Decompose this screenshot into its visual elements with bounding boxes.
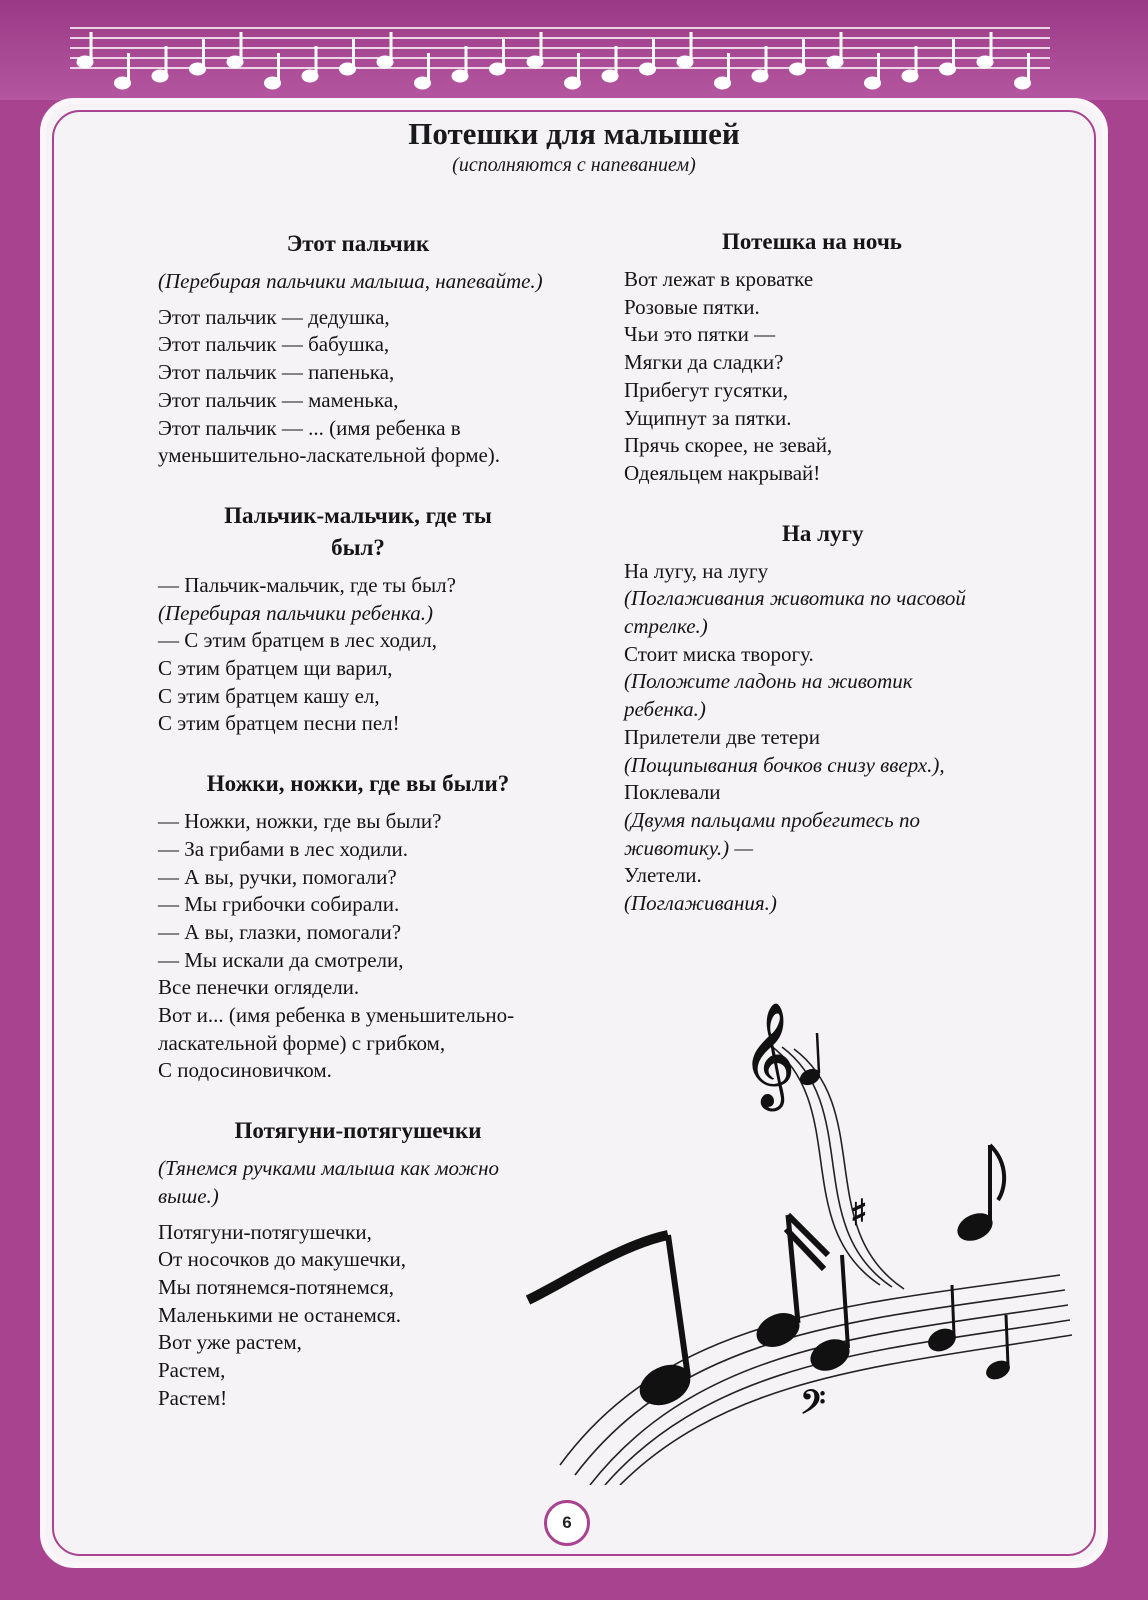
poem-line: Мы потянемся-потянемся, — [158, 1274, 394, 1299]
poem-title: Потягуни-потягушечки — [234, 1118, 482, 1144]
poem-line: Одеяльцем накрывай! — [624, 460, 821, 485]
poem-line: Вот и... (имя ребенка в уменьшительно-ласкательной форме) с грибком, — [158, 1003, 515, 1055]
poem-line: С подосиновичком. — [158, 1058, 332, 1083]
poem-line: — Ножки, ножки, где вы были? — [158, 809, 442, 834]
poem-line: С этим братцем щи варил, — [158, 656, 393, 681]
poem-line: С этим братцем кашу ел, — [158, 683, 380, 708]
poem-line: Растем, — [158, 1358, 226, 1383]
poem-line: — За грибами в лес ходили. — [158, 836, 409, 861]
page-title: Потешки для малышей — [408, 116, 740, 151]
sharp-icon: ♯ — [850, 1193, 868, 1234]
poem-note: (Тянемся ручками малыша как можно выше.) — [158, 1156, 499, 1208]
poem-na-noch — [624, 226, 1054, 488]
poem-line: — Пальчик-мальчик, где ты был? — [158, 572, 456, 597]
poem-line: Потягуни-потягушечки, — [158, 1219, 372, 1244]
poem-line: Мягки да сладки? — [624, 350, 784, 375]
poem-line: — А вы, ручки, помогали? — [158, 864, 397, 889]
poem-line: Розовые пятки. — [624, 294, 760, 319]
music-staff-decoration — [0, 0, 1148, 100]
page-number: 6 — [544, 1500, 590, 1546]
poem-line: Этот пальчик — ... (имя ребенка в уменьшительно-ласкательной форме). — [158, 415, 501, 468]
left-column — [158, 228, 558, 1443]
poem-title: Этот пальчик — [286, 231, 430, 256]
poem-line: — Мы искали да смотрели, — [158, 947, 404, 972]
poem-line: С этим братцем песни пел! — [158, 711, 400, 736]
page-subtitle: (исполняются с напеванием) — [452, 154, 696, 176]
title-block — [0, 116, 1148, 177]
poem-lines — [158, 304, 558, 470]
poem-title: Пальчик-мальчик, где ты был? — [224, 502, 492, 560]
poem-line: Поклевали — [624, 780, 721, 805]
right-column — [624, 226, 1054, 948]
poem-potyaguni — [158, 1115, 558, 1412]
poem-line: Прилетели две тетери — [624, 724, 820, 749]
poem-line: Этот пальчик — маменька, — [158, 387, 399, 412]
poem-lines — [624, 266, 1054, 488]
poem-line: Вот уже растем, — [158, 1330, 302, 1355]
poem-lines — [624, 558, 1054, 918]
poem-title: На лугу — [782, 520, 864, 546]
poem-palchik-malchik — [158, 500, 558, 738]
poem-line: (Двумя пальцами пробегитесь по животику.) — — [624, 807, 920, 860]
poem-line: На лугу, на лугу — [624, 558, 769, 583]
poem-line: Растем! — [158, 1385, 228, 1410]
poem-line: — А вы, глазки, помогали? — [158, 919, 402, 944]
bass-clef-icon: 𝄢 — [800, 1384, 826, 1430]
poem-na-lugu — [624, 518, 1054, 918]
poem-line: — С этим братцем в лес ходил, — [158, 628, 438, 653]
poem-line: Чьи это пятки — — [624, 322, 776, 347]
poem-title: Потешка на ночь — [722, 229, 902, 254]
treble-clef-icon: 𝄞 — [742, 1002, 796, 1107]
poem-line: (Перебирая пальчики ребенка.) — [158, 600, 433, 625]
poem-lines — [158, 808, 558, 1085]
poem-line: Стоит миска творогу. — [624, 641, 814, 666]
poem-line: (Положите ладонь на животик ребенка.) — [624, 669, 913, 722]
poem-nozhki — [158, 768, 558, 1085]
poem-lines — [158, 1219, 558, 1413]
poem-line: Все пенечки оглядели. — [158, 975, 360, 1000]
poem-line: Этот пальчик — бабушка, — [158, 332, 390, 357]
poem-line: — Мы грибочки собирали. — [158, 892, 400, 917]
poem-line: (Поглаживания животика по часовой стрелке.) — [624, 586, 966, 639]
poem-etot-palchik — [158, 228, 558, 470]
poem-line: Этот пальчик — папенька, — [158, 360, 395, 385]
poem-lines — [158, 572, 558, 738]
poem-line: Ущипнут за пятки. — [624, 405, 792, 430]
poem-line: Маленькими не останемся. — [158, 1302, 401, 1327]
poem-line: Вот лежат в кроватке — [624, 267, 814, 291]
poem-line: Прибегут гусятки, — [624, 377, 789, 402]
music-notes-illustration — [520, 985, 1080, 1485]
poem-note: (Перебирая пальчики малыша, напевайте.) — [158, 269, 543, 293]
poem-title: Ножки, ножки, где вы были? — [206, 771, 510, 797]
poem-line: Этот пальчик — дедушка, — [158, 304, 390, 329]
poem-line: (Поглаживания.) — [624, 891, 777, 916]
poem-line: (Пощипывания бочков снизу вверх.), — [624, 752, 945, 777]
poem-line: Улетели. — [624, 863, 702, 888]
poem-line: От носочков до макушечки, — [158, 1247, 407, 1272]
poem-line: Прячь скорее, не зевай, — [624, 433, 833, 458]
